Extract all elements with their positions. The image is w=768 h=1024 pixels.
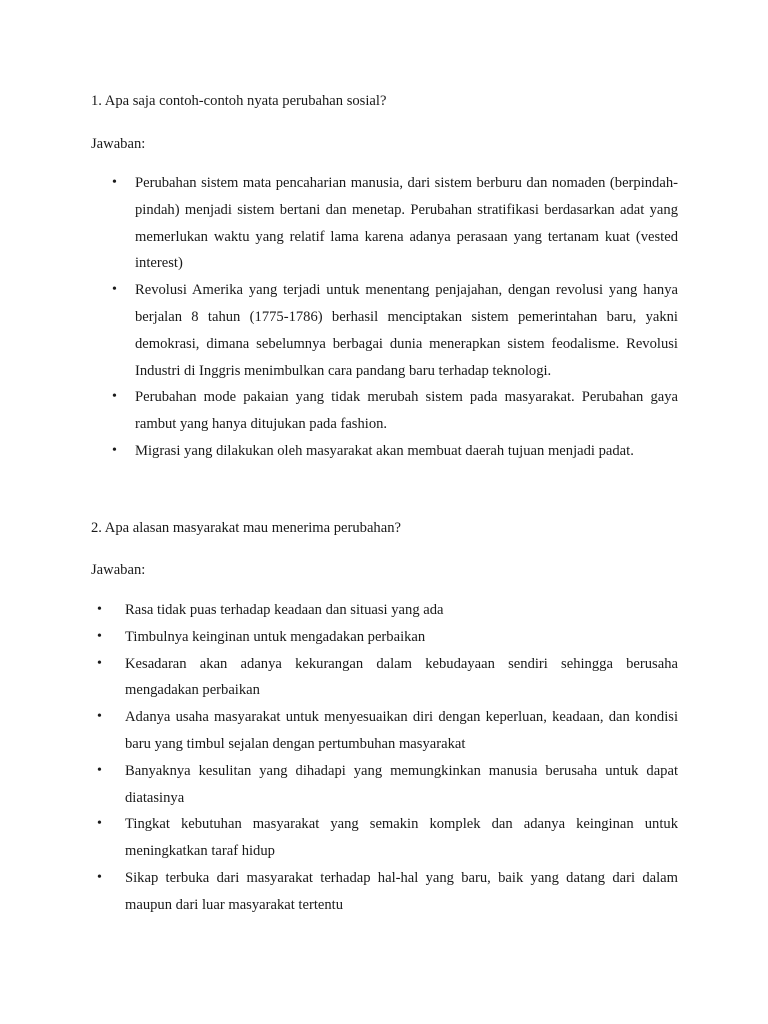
list-item-text: Perubahan mode pakaian yang tidak merubah sistem pada masyarakat. Perubahan gaya rambut yang hanya ditujukan pada fashion. [135,389,678,433]
list-item-text: Rasa tidak puas terhadap keadaan dan situasi yang ada [125,602,444,618]
list-item-text: Tingkat kebutuhan masyarakat yang semakin komplek dan adanya keinginan untuk meningkatkan taraf hidup [125,816,678,860]
question-2: 2. Apa alasan masyarakat mau menerima perubahan? [91,520,401,536]
answer-label-2: Jawaban: [91,562,146,578]
list-item [97,597,678,624]
bullet-icon: • [97,816,102,832]
bullet-icon: • [97,628,102,644]
bullet-icon: • [97,762,102,778]
list-item [112,384,678,438]
answer-list-2 [97,597,678,919]
bullet-icon: • [112,389,117,405]
list-item [112,277,678,384]
list-item [97,704,678,758]
list-item [112,170,678,277]
list-item-text: Kesadaran akan adanya kekurangan dalam kebudayaan sendiri sehingga berusaha mengadakan perbaikan [125,655,678,699]
list-item [97,865,678,919]
list-item [112,438,678,465]
bullet-icon: • [97,602,102,617]
list-item [97,651,678,705]
list-item-text: Migrasi yang dilakukan oleh masyarakat akan membuat daerah tujuan menjadi padat. [135,442,634,459]
list-item-text: Revolusi Amerika yang terjadi untuk menentang penjajahan, dengan revolusi yang hanya berjalan 8 tahun (1775-1786) berhasil menciptakan sistem pemerintahan baru, yakni demokrasi, dimana sebelumnya berbagai dunia menerapkan sistem feodalisme. Revolusi Industri di Inggris menimbulkan cara pandang baru terhadap teknologi. [135,282,678,379]
answer-list-1 [112,170,678,465]
bullet-icon: • [97,869,102,885]
bullet-icon: • [112,175,117,190]
bullet-icon: • [97,655,102,671]
bullet-icon: • [97,709,102,725]
list-item [97,624,678,651]
list-item-text: Sikap terbuka dari masyarakat terhadap hal-hal yang baru, baik yang datang dari dalam maupun dari luar masyarakat tertentu [125,869,678,913]
list-item [97,811,678,865]
bullet-icon: • [112,442,117,458]
bullet-icon: • [112,282,117,298]
answer-label-1: Jawaban: [91,136,146,152]
question-1: 1. Apa saja contoh-contoh nyata perubahan sosial? [91,93,387,109]
list-item-text: Banyaknya kesulitan yang dihadapi yang memungkinkan manusia berusaha untuk dapat diatasinya [125,762,678,806]
list-item [97,758,678,812]
list-item-text: Timbulnya keinginan untuk mengadakan perbaikan [125,628,426,645]
list-item-text: Perubahan sistem mata pencaharian manusia, dari sistem berburu dan nomaden (berpindah-pindah) menjadi sistem bertani dan menetap. Perubahan stratifikasi berdasarkan adat yang memerlukan waktu yang relatif lama karena adanya perasaan yang tertanam kuat (vested interest) [135,175,678,272]
list-item-text: Adanya usaha masyarakat untuk menyesuaikan diri dengan keperluan, keadaan, dan kondisi baru yang timbul sejalan dengan pertumbuhan masyarakat [125,709,678,752]
